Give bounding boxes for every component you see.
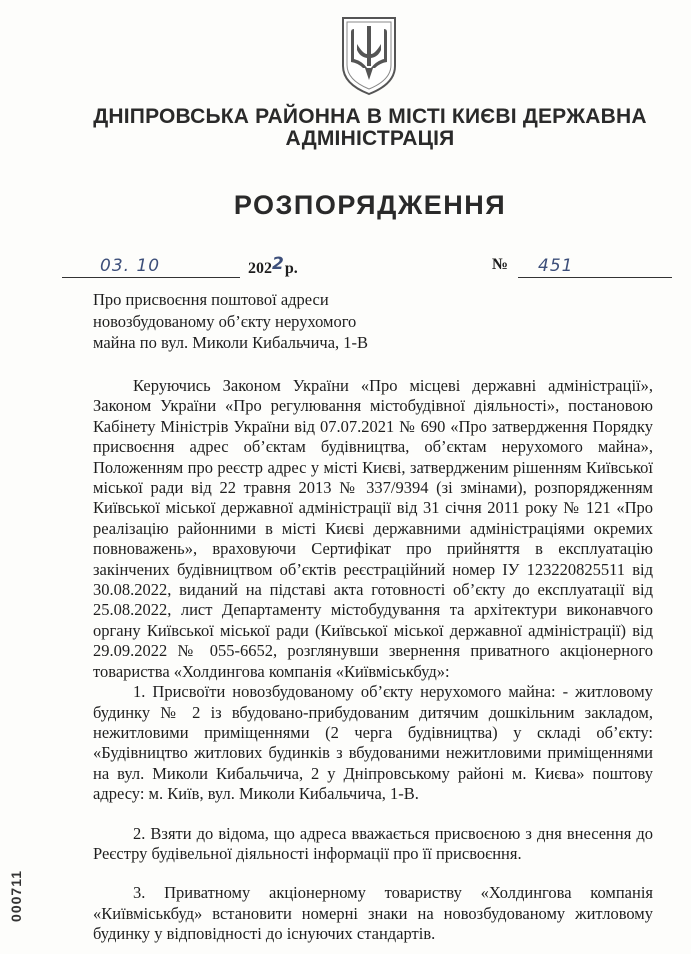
date-field xyxy=(62,256,240,278)
year-suffix: р. xyxy=(284,260,298,277)
number-label: № xyxy=(492,256,509,273)
coat-of-arms-emblem xyxy=(339,14,399,96)
order-item-1: 1. Присвоїти новозбудованому об’єкту нерухомого майна: - житловому будинку № 2 із вбудовано-прибудованим дитячим дошкільним закладом, нежитловими приміщеннями (2 черга будівництва) у складі об’єкту: «Будівництво житлових будинків з вбудованими нежитловими приміщеннями на вул. Миколи Кибальчича, 2 у Дніпровському районі м. Києва» поштову адресу: м. Київ, вул. Миколи Кибальчича, 1-В. xyxy=(93,682,653,804)
preamble-paragraph: Керуючись Законом України «Про місцеві державні адміністрації», Законом України «Про регулювання містобудівної діяльності», постановою Кабінету Міністрів України від 07.07.2021 № 690 «Про затвердження Порядку присвоєння адрес об’єктам будівництва, об’єктам нерухомого майна», Положенням про реєстр адрес у місті Києві, затвердженим рішенням Київської міської ради від 22 травня 2013 № 337/9394 (зі змінами), розпорядженням Київської міської державної адміністрації від 31 січня 2011 року № 121 «Про реалізацію районними в місті Києві державними адміністраціями окремих повноважень», враховуючи Сертифікат про прийняття в експлуатацію закінчених будівництвом об’єктів реєстраційний номер ІУ 123220825511 від 30.08.2022, виданий на підставі акта готовності об’єкту до експлуатації від 25.08.2022, лист Департаменту містобудування та архітектури виконавчого органу Київської міської ради (Київської міської державної адміністрації) від 29.09.2022 № 055-6652, розглянувши звернення приватного акціонерного товариства «Холдингова компанія «Київміськбуд»: xyxy=(93,376,653,681)
order-item-2: 2. Взяти до відома, що адреса вважається присвоєною з дня внесення до Реєстру будівельної діяльності інформації про її присвоєння. xyxy=(93,823,653,863)
subject-line: новозбудованому об’єкту нерухомого xyxy=(93,311,357,331)
handwritten-date: 03. 10 xyxy=(100,256,161,276)
dateline xyxy=(60,256,664,286)
organization-title: ДНІПРОВСЬКА РАЙОННА В МІСТІ КИЄВІ ДЕРЖАВНА АДМІНІСТРАЦІЯ xyxy=(93,105,647,150)
order-item-3: 3. Приватному акціонерному товариству «Холдингова компанія «Київміськбуд» встановити номерні знаки на новозбудованому житловому будинку у відповідності до існуючих стандартів. xyxy=(93,883,653,944)
document-body xyxy=(93,376,653,945)
handwritten-number: 451 xyxy=(538,256,574,276)
document-type-title: РОЗПОРЯДЖЕННЯ xyxy=(233,190,507,220)
subject-line: Про присвоєння поштової адреси xyxy=(93,290,329,309)
year-field xyxy=(248,254,298,278)
handwritten-year-digit: 2 xyxy=(272,254,285,274)
subject-block xyxy=(93,289,413,354)
subject-line: майна по вул. Миколи Кибальчича, 1-В xyxy=(93,333,369,352)
margin-serial-stamp: 000711 xyxy=(8,870,24,922)
year-prefix: 202 xyxy=(248,260,272,277)
number-field xyxy=(518,256,672,278)
